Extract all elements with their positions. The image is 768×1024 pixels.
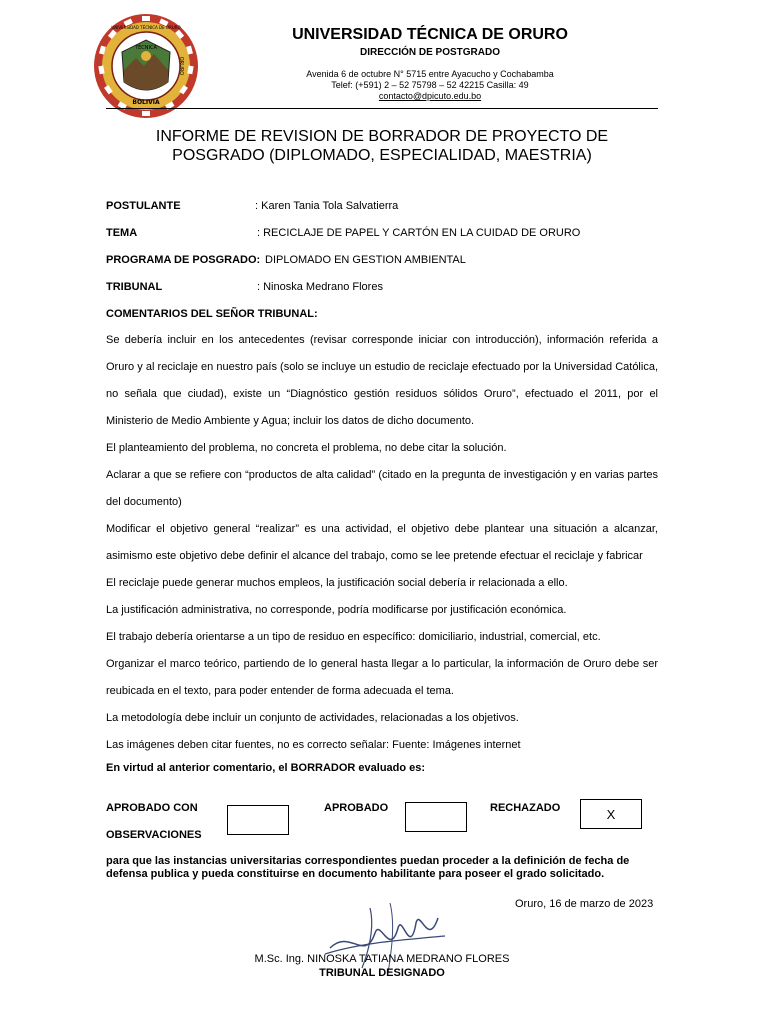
tema-value: : RECICLAJE DE PAPEL Y CARTÓN EN LA CUIDAD DE ORURO bbox=[257, 227, 581, 239]
seal-center-text: TÉCNICA bbox=[135, 45, 157, 51]
comment-paragraph: Las imágenes deben citar fuentes, no es correcto señalar: Fuente: Imágenes internet bbox=[106, 739, 521, 751]
comment-paragraph: La justificación administrativa, no corresponde, podría modificarse por justificación económica. bbox=[106, 604, 567, 616]
address-line: Avenida 6 de octubre N° 5715 entre Ayacucho y Cochabamba bbox=[306, 69, 554, 79]
tribunal-label: TRIBUNAL bbox=[106, 281, 163, 293]
tribunal-value: : Ninoska Medrano Flores bbox=[257, 281, 383, 293]
postulante-label: POSTULANTE bbox=[106, 200, 181, 212]
signer-name: M.Sc. Ing. NINOSKA TATIANA MEDRANO FLORES bbox=[254, 953, 510, 965]
phone-line: Telef: (+591) 2 – 52 75798 – 52 42215 Casilla: 49 bbox=[331, 80, 529, 90]
tema-label: TEMA bbox=[106, 227, 138, 239]
option-approved-label: APROBADO bbox=[324, 802, 389, 814]
comment-paragraph: El reciclaje puede generar muchos empleos, la justificación social debería ir relacionada a ello. bbox=[106, 577, 568, 589]
comment-paragraph: Se debería incluir en los antecedentes (revisar corresponde iniciar con introducción), información referida a Oruro y al reciclaje en nuestro país (solo se incluye un estudio de reciclaje efectuado por la Universidad Católica, no señala que ciudad), existe un “Diagnóstico gestión residuos sólidos Oruro”, efectuado el 2011, por el Ministerio de Medio Ambiente y Agua; incluir los datos de dicho documento. bbox=[106, 334, 658, 427]
option-approved-with-observations-label bbox=[106, 802, 202, 841]
comment-paragraph: Organizar el marco teórico, partiendo de lo general hasta llegar a lo particular, la información de Oruro debe ser reubicada en el texto, para poder entender de forma adecuada el tema. bbox=[106, 658, 658, 697]
closing-statement: para que las instancias universitarias correspondientes puedan proceder a la definición de fecha de defensa publica y pueda constituirse en documento habilitante para poseer el grado solicitado. bbox=[106, 855, 630, 880]
document-title-line-1: INFORME DE REVISION DE BORRADOR DE PROYECTO DE bbox=[155, 128, 609, 145]
document-title bbox=[106, 127, 658, 165]
department-name: DIRECCIÓN DE POSTGRADO bbox=[359, 47, 500, 58]
comment-paragraph: Aclarar a que se refiere con “productos de alta calidad” (citado en la pregunta de investigación y en varias partes del documento) bbox=[106, 469, 658, 508]
option-approved-with-observations-line-1: APROBADO CON bbox=[106, 802, 198, 814]
verdict-intro: En virtud al anterior comentario, el BORRADOR evaluado es: bbox=[106, 762, 426, 774]
comment-paragraph: La metodología debe incluir un conjunto de actividades, relacionadas a los objetivos. bbox=[106, 712, 519, 724]
signer-role: TRIBUNAL DESIGNADO bbox=[319, 967, 445, 979]
programa-value: DIPLOMADO EN GESTION AMBIENTAL bbox=[265, 254, 466, 266]
seal-bottom-text: BOLIVIA bbox=[132, 99, 160, 106]
comments-body bbox=[106, 327, 658, 759]
email-link[interactable]: contacto@dpicuto.edu.bo bbox=[378, 91, 482, 101]
postulante-value: : Karen Tania Tola Salvatierra bbox=[255, 200, 399, 212]
programa-label: PROGRAMA DE POSGRADO: bbox=[106, 254, 261, 266]
university-name: UNIVERSIDAD TÉCNICA DE ORURO bbox=[292, 26, 568, 43]
checkbox-approved[interactable] bbox=[405, 802, 467, 832]
header-divider bbox=[106, 108, 658, 109]
seal-top-text: UNIVERSIDAD TÉCNICA DE ORURO bbox=[111, 25, 181, 30]
checkbox-approved-with-observations[interactable] bbox=[227, 805, 289, 835]
comments-heading: COMENTARIOS DEL SEÑOR TRIBUNAL: bbox=[106, 308, 318, 320]
comment-paragraph: Modificar el objetivo general “realizar” es una actividad, el objetivo debe plantear una situación a alcanzar, asimismo este objetivo debe definir el alcance del trabajo, como se lee pretende efectuar el reciclaje y fabricar bbox=[106, 523, 658, 562]
signature-date: Oruro, 16 de marzo de 2023 bbox=[515, 898, 654, 910]
option-approved-with-observations-line-2: OBSERVACIONES bbox=[106, 829, 202, 841]
comment-paragraph: El trabajo debería orientarse a un tipo de residuo en específico: domiciliario, industrial, comercial, etc. bbox=[106, 631, 601, 643]
option-rejected-label: RECHAZADO bbox=[490, 802, 561, 814]
university-seal-logo bbox=[92, 12, 200, 120]
comment-paragraph: El planteamiento del problema, no concreta el problema, no debe citar la solución. bbox=[106, 442, 507, 454]
checkbox-rejected[interactable]: X bbox=[580, 799, 642, 829]
document-title-line-2: POSGRADO (DIPLOMADO, ESPECIALIDAD, MAESTRIA) bbox=[172, 147, 592, 164]
seal-side-text: ORURO bbox=[178, 56, 184, 76]
